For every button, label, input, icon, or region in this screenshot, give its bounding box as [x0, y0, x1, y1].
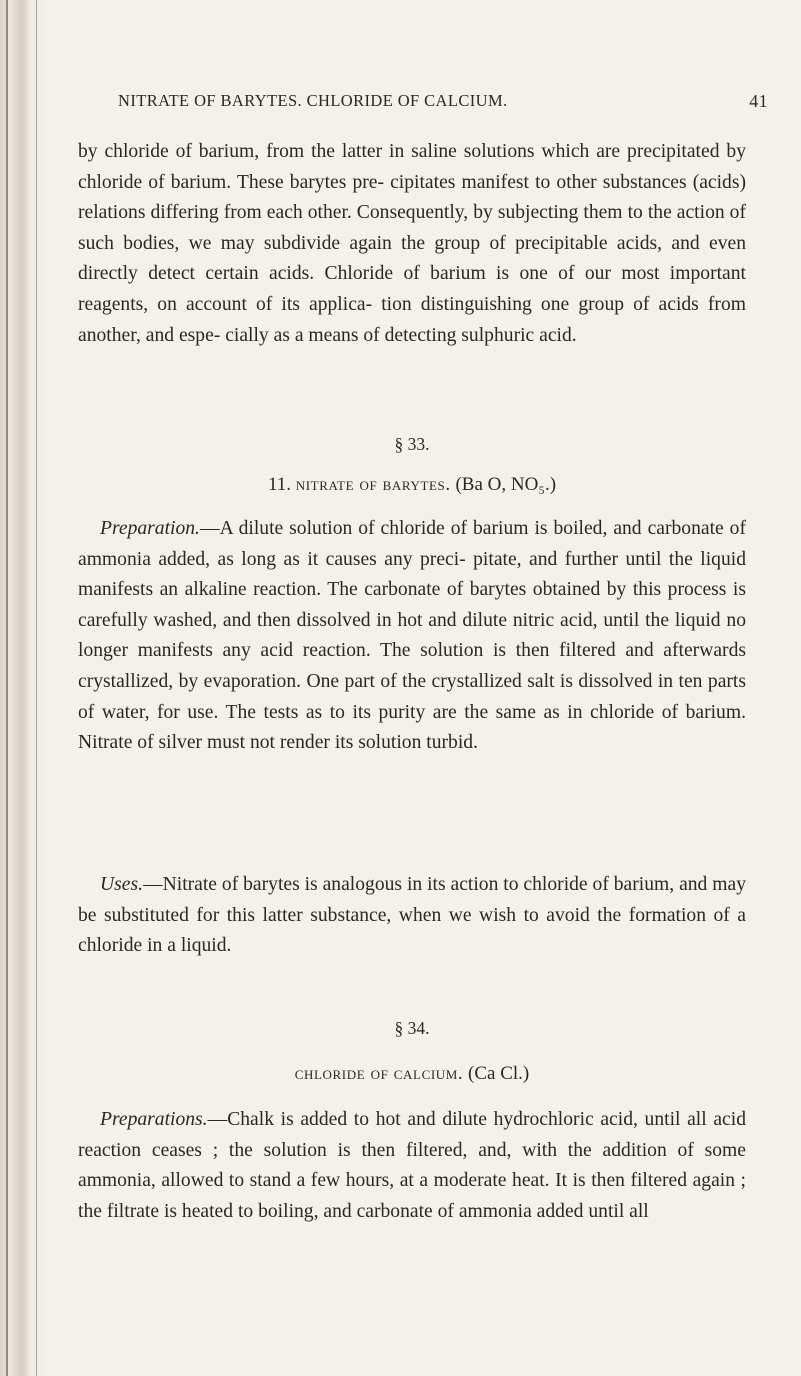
heading-number: 11.: [267, 474, 292, 495]
binding-gutter-line: [36, 0, 37, 1376]
paragraph-preparations-calcium: [78, 1105, 746, 1227]
heading-name: nitrate of barytes.: [295, 474, 451, 495]
heading-nitrate-of-barytes: [78, 474, 746, 496]
paragraph-body-uses: —Nitrate of barytes is analogous in its action to chloride of barium, and may be substituted for this latter substance, when we wish to avoid the formation of a chloride in a liquid.: [78, 874, 746, 957]
paragraph-lead-uses: Uses.: [100, 874, 143, 895]
heading-formula-calcium: (Ca Cl.): [468, 1063, 530, 1084]
paragraph-preparation-nitrate: [78, 514, 746, 759]
heading-name-calcium: chloride of calcium.: [294, 1063, 464, 1084]
paragraph-body-preparations: —Chalk is added to hot and dilute hydrochloric acid, until all acid reaction ceases ; the solution is then filtered, and, with the addition of some ammonia, allowed to stand a few hours, at a moderate heat. It is then filtered again ; the filtrate is heated to boiling, and carbonate of ammonia added until all: [78, 1109, 746, 1222]
running-head: [118, 91, 768, 115]
binding-edge-line: [6, 0, 8, 1376]
heading-formula: (Ba O, NO₅.): [455, 474, 557, 495]
paragraph-uses-nitrate: [78, 870, 746, 962]
running-head-title: NITRATE OF BARYTES. CHLORIDE OF CALCIUM.: [118, 91, 508, 110]
heading-chloride-of-calcium: [78, 1063, 746, 1085]
page-number: 41: [749, 91, 768, 111]
paragraph-lead-preparation: Preparation.: [100, 518, 200, 539]
paragraph-lead-preparations: Preparations.: [100, 1109, 208, 1130]
section-number-33: § 33.: [394, 434, 430, 454]
section-number-34: § 34.: [394, 1018, 430, 1038]
paragraph-barium-chloride-continued: by chloride of barium, from the latter in saline solutions which are precipitated by chloride of barium. These barytes pre- cipitates manifest to other substances (acids) relations differing from each other. Consequently, by subjecting them to the action of such bodies, we may subdivide again the group of precipitable acids, and even directly detect certain acids. Chloride of barium is one of our most important reagents, on account of its applica- tion distinguishing one group of acids from another, and espe- cially as a means of detecting sulphuric acid.: [78, 141, 746, 346]
paragraph-body-preparation: —A dilute solution of chloride of barium is boiled, and carbonate of ammonia added, as long as it causes any preci- pitate, and further until the liquid manifests an alkaline reaction. The carbonate of barytes obtained by this process is carefully washed, and then dissolved in hot and dilute nitric acid, until the liquid no longer manifests any acid reaction. The solution is then filtered and afterwards crystallized, by evaporation. One part of the crystallized salt is dissolved in ten parts of water, for use. The tests as to its purity are the same as in chloride of barium. Nitrate of silver must not render its solution turbid.: [78, 518, 746, 754]
